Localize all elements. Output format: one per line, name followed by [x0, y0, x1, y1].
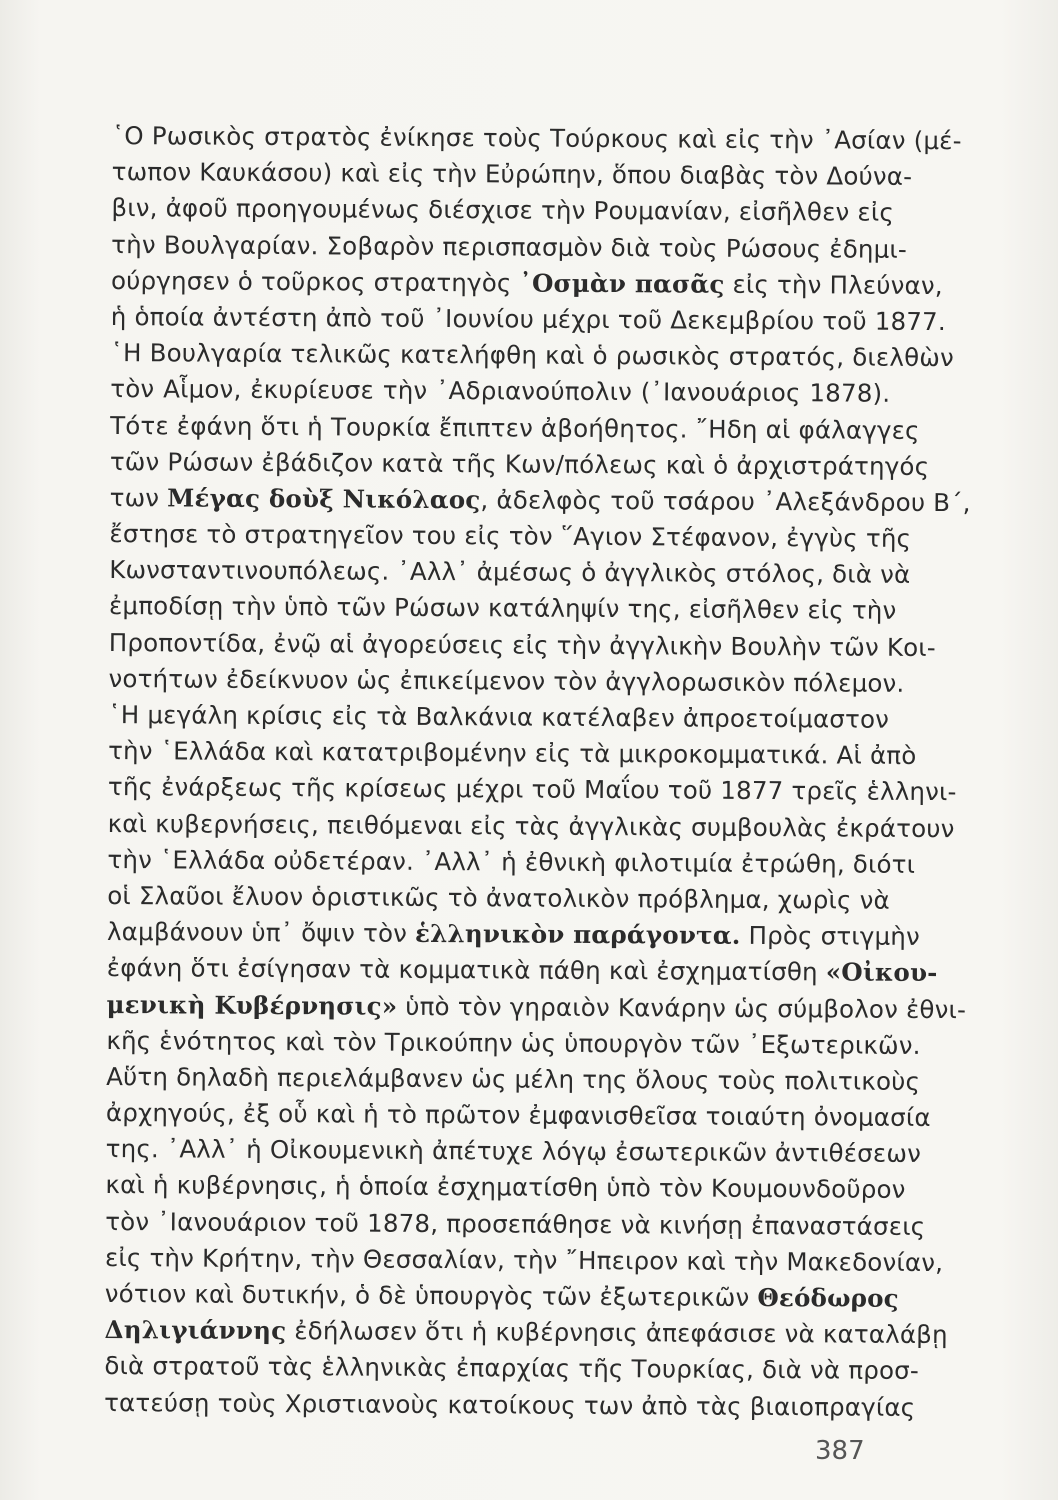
text-span: τωπον Καυκάσου) καὶ εἰς τὴν Εὐρώπην, ὅπου διαβὰς τὸν Δούνα-: [111, 157, 913, 192]
text-line: [106, 1059, 921, 1100]
text-line: [110, 263, 943, 304]
text-line: [104, 1276, 899, 1317]
bold-text: ἑλληνικὸν παράγοντα.: [414, 918, 741, 950]
text-span: ούργησεν ὁ τοῦρκος στρατηγὸς: [110, 265, 520, 298]
text-span: ἡ ὁποία ἀντέστη ἀπὸ τοῦ ᾿Ιουνίου μέχρι τοῦ Δεκεμβρίου τοῦ 1877.: [110, 301, 946, 337]
text-span: βιν, ἀφοῦ προηγουμένως διέσχισε τὴν Ρουμανίαν, εἰσῆλθεν εἰς: [111, 193, 895, 228]
text-span: νοτήτων ἐδείκνυον ὡς ἐπικείμενον τὸν ἀγγλορωσικὸν πόλεμον.: [108, 663, 905, 698]
page-number: 387: [815, 1436, 865, 1466]
text-line: [105, 1167, 906, 1208]
text-span: τῶν Ρώσων ἐβάδιζον κατὰ τῆς Κων/πόλεως καὶ ὁ ἀρχιστράτηγός: [109, 446, 930, 481]
text-line: [108, 625, 936, 666]
bold-text: μενικὴ Κυβέρνησις»: [106, 989, 398, 1021]
text-span: καὶ κυβερνήσεις, πειθόμεναι εἰς τὰς ἀγγλικὰς συμβουλὰς ἐκράτουν: [107, 808, 955, 843]
bold-text: «Οἰκου-: [825, 957, 938, 988]
text-span: ἐφάνη ὅτι ἐσίγησαν τὰ κομματικὰ πάθη καὶ ἐσχηματίσθη: [106, 953, 826, 987]
text-span: τὸν Αἷμον, ἐκυρίευσε τὴν ᾿Αδριανούπολιν (᾿Ιανουάριος 1878).: [110, 374, 891, 409]
text-line: [106, 950, 938, 991]
text-span: τὴν ῾Ελλάδα καὶ κατατριβομένην εἰς τὰ μικροκομματικά. Αἱ ἀπὸ: [108, 736, 917, 771]
bold-text: Θεόδωρος: [757, 1282, 899, 1313]
text-span: κῆς ἑνότητος καὶ τὸν Τρικούπην ὡς ὑπουργὸν τῶν ᾿Εξωτερικῶν.: [106, 1025, 921, 1060]
text-span: τατεύσῃ τοὺς Χριστιανοὺς κατοίκους των ἀπὸ τὰς βιαιοπραγίας: [104, 1387, 916, 1422]
text-span: της. ᾿Αλλ᾿ ἡ Οἰκουμενικὴ ἀπέτυχε λόγῳ ἐσωτερικῶν ἀντιθέσεων: [105, 1134, 922, 1169]
text-line: [109, 552, 911, 593]
text-span: διὰ στρατοῦ τὰς ἑλληνικὰς ἐπαρχίας τῆς Τουρκίας, διὰ νὰ προσ-: [104, 1351, 920, 1386]
text-line: [104, 1312, 948, 1353]
text-line: [110, 371, 890, 412]
text-line: [111, 227, 908, 268]
text-span: τὴν Βουλγαρίαν. Σοβαρὸν περισπασμὸν διὰ τοὺς Ρώσους ἐδημι-: [111, 229, 908, 264]
text-span: εἰς τὴν Κρήτην, τὴν Θεσσαλίαν, τὴν ῎Ηπειρον καὶ τὴν Μακεδονίαν,: [104, 1242, 944, 1277]
text-span: εἰς τὴν Πλεύναν,: [724, 269, 943, 300]
text-line: [106, 914, 921, 955]
text-span: ῾Ο Ρωσικὸς στρατὸς ἐνίκησε τοὺς Τούρκους καὶ εἰς τὴν ᾿Ασίαν (μέ-: [111, 120, 962, 156]
text-span: Πρὸς στιγμὴν: [740, 920, 921, 952]
text-line: [109, 480, 971, 521]
text-span: Προποντίδα, ἐνῷ αἱ ἀγορεύσεις εἰς τὴν ἀγγλικὴν Βουλὴν τῶν Κοι-: [108, 627, 936, 662]
text-line: [109, 516, 912, 557]
text-span: ἔστησε τὸ στρατηγεῖον του εἰς τὸν ῞Αγιον Στέφανον, ἐγγὺς τῆς: [109, 519, 912, 553]
text-line: [111, 154, 913, 195]
text-line: [107, 878, 890, 919]
text-line: [108, 661, 905, 702]
text-line: [110, 299, 946, 340]
text-span: τὸν ᾿Ιανουάριον τοῦ 1878, προσεπάθησε νὰ κινήσῃ ἐπαναστάσεις: [105, 1206, 926, 1241]
text-line: [108, 697, 888, 738]
text-line: [104, 1348, 920, 1389]
text-line: [105, 1131, 922, 1172]
text-line: [110, 335, 954, 376]
bold-text: Μέγας δοὺξ Νικόλαος: [167, 483, 481, 515]
text-span: ῾Η Βουλγαρία τελικῶς κατελήφθη καὶ ὁ ρωσικὸς στρατός, διελθὼν: [110, 338, 954, 373]
body-text: [104, 118, 971, 1425]
text-span: τὴν ῾Ελλάδα οὐδετέραν. ᾿Αλλ᾿ ἡ ἐθνικὴ φιλοτιμία ἐτρώθη, διότι: [107, 844, 916, 879]
text-span: των: [109, 482, 168, 513]
text-line: [106, 986, 967, 1027]
text-span: ὑπὸ τὸν γηραιὸν Κανάρην ὡς σύμβολον ἐθνι-: [397, 991, 967, 1024]
text-line: [109, 444, 930, 485]
text-span: λαμβάνουν ὑπ᾿ ὄψιν τὸν: [106, 917, 416, 948]
text-span: οἱ Σλαῦοι ἔλυον ὁριστικῶς τὸ ἀνατολικὸν πρόβλημα, χωρὶς νὰ: [107, 880, 890, 915]
text-line: [107, 769, 957, 810]
text-line: [111, 190, 895, 231]
text-line: [105, 1204, 926, 1245]
text-span: τῆς ἐνάρξεως τῆς κρίσεως μέχρι τοῦ Μαΐου τοῦ 1877 τρεῖς ἑλληνι-: [107, 772, 957, 807]
text-line: [108, 733, 917, 774]
text-line: [107, 842, 916, 883]
text-line: [104, 1385, 916, 1426]
text-span: νότιον καὶ δυτικήν, ὁ δὲ ὑπουργὸς τῶν ἐξωτερικῶν: [104, 1278, 758, 1312]
text-span: ῾Η μεγάλη κρίσις εἰς τὰ Βαλκάνια κατέλαβεν ἀπροετοίμαστον: [108, 699, 890, 734]
text-span: Αὕτη δηλαδὴ περιελάμβανεν ὡς μέλη της ὅλους τοὺς πολιτικοὺς: [106, 1061, 921, 1096]
text-span: καὶ ἡ κυβέρνησις, ἡ ὁποία ἐσχηματίσθη ὑπὸ τὸν Κουμουνδοῦρον: [105, 1170, 906, 1205]
text-span: Κωνσταντινουπόλεως. ᾿Αλλ᾿ ἀμέσως ὁ ἀγγλικὸς στόλος, διὰ νὰ: [109, 555, 911, 590]
text-span: Τότε ἐφάνη ὅτι ἡ Τουρκία ἔπιπτεν ἀβοήθητος. ῎Ηδη αἱ φάλαγγες: [110, 410, 920, 445]
text-line: [111, 118, 962, 159]
text-line: [107, 806, 955, 847]
text-line: [104, 1240, 944, 1281]
text-line: [105, 1095, 931, 1136]
text-span: , ἀδελφὸς τοῦ τσάρου ᾿Αλεξάνδρου Β΄,: [480, 485, 971, 518]
bold-text: Δηλιγιάννης: [104, 1315, 287, 1346]
bold-text: ᾿Οσμὰν πασᾶς: [519, 268, 725, 299]
text-line: [108, 588, 897, 629]
text-span: ἐδήλωσεν ὅτι ἡ κυβέρνησις ἀπεφάσισε νὰ καταλάβῃ: [286, 1316, 948, 1350]
text-line: [106, 1023, 921, 1064]
text-span: ἀρχηγούς, ἐξ οὗ καὶ ἡ τὸ πρῶτον ἐμφανισθεῖσα τοιαύτη ὀνομασία: [105, 1098, 931, 1133]
text-line: [110, 407, 920, 448]
text-span: ἐμποδίσῃ τὴν ὑπὸ τῶν Ρώσων κατάληψίν της, εἰσῆλθεν εἰς τὴν: [108, 591, 897, 626]
